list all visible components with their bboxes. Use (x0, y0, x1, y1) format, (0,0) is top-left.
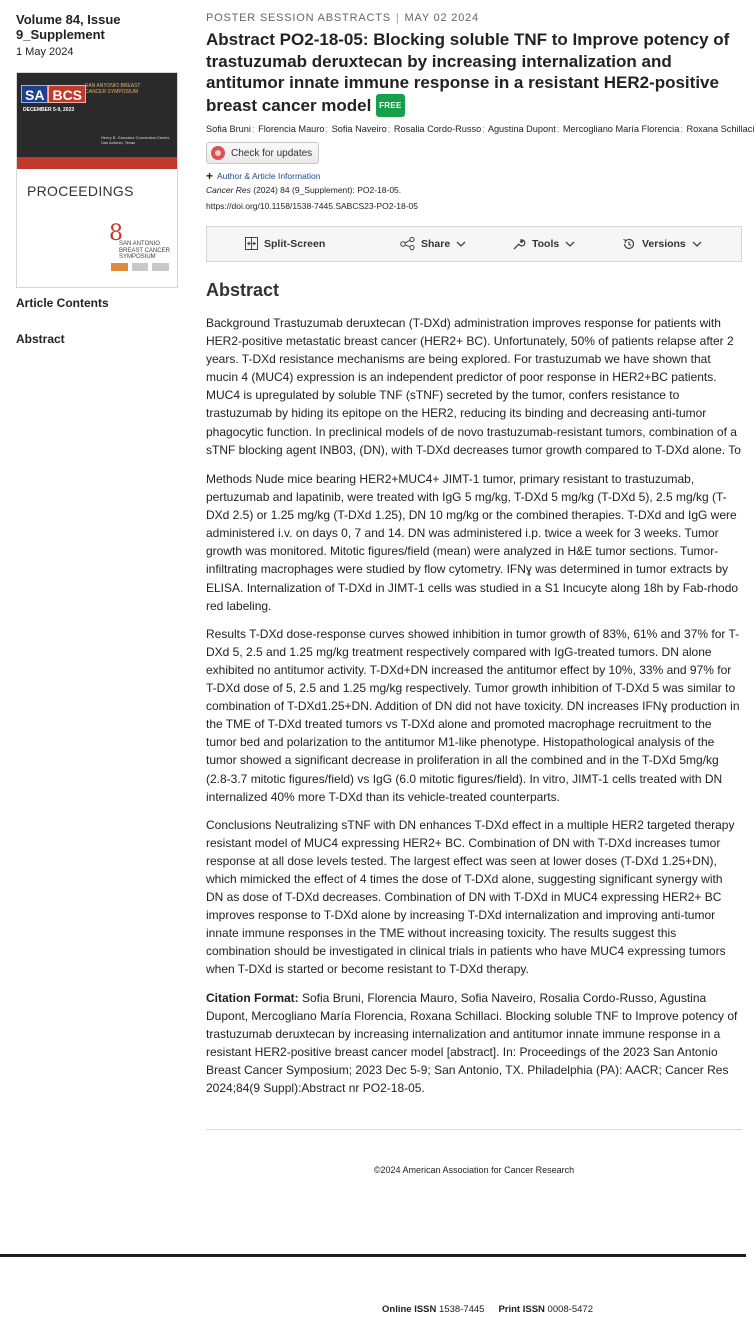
author-info-label: Author & Article Information (217, 171, 321, 181)
author-link[interactable]: Roxana Schillaci (686, 124, 754, 134)
chevron-down-icon (692, 241, 702, 247)
abstract-results: Results T-DXd dose-response curves showed inhibition in tumor growth of 83%, 61% and 37% for T-DXd 5, 2.5 and 1.25 mg/kg treatment respectively compared with IgG-treated tumors. DN alone exhibited no antitumor activity. T-DXd+DN increased the antitumor effect by 10%, 33% and 97% for T-DXd dose of 5, 2.5 and 1.25 mg/kg respectively. Tumor growth inhibition of T-DXd 5 was similar to combination of T-DXd1.25+DN. Addition of DN did not have toxicity. DN increases IFNɣ production in the TME of T-DXd treated tumors vs T-DXd alone and promoted macrophage recruitment to the tumor bed and polarization to the antitumor M1-like phenotype. Histopathological analysis of the tumor showed a significant decrease in proliferation in all the combined and in the T-DXd 5mg/kg (2.8-3.7 mitotic figures/field) vs IgG (6.0 mitotic figures/field). In vitro, JIMT-1 cells treated with DN internalized 40% more T-DXd than its vehicle-treated counterparts. (206, 626, 740, 804)
abstract-conclusions: Conclusions Neutralizing sTNF with DN enhances T-DXd effect in a multiple HER2 targeted therapy resistant model of MUC4 expressing HER2+ BC. Combination of DN with T-DXd increases tumor response at all dose levels tested. The largest effect was seen at lower doses (T-DXd 1.25+DN), which mimicked the effect of 4 times the dose of T-DXd alone, suggesting significant synergy with DN as dose of T-DXd decreases. Combination of DN with T-DXd in MUC4 expressing HER2+ BC improves response to T-DXd alone by increasing T-DXd internalization and improving anti-tumor innate immune responses in the TME without increasing toxicity. The results suggest this combination should be investigated in clinical trials in patients who have MUC4 expressing tumors when T-DXd is started or become resistant to T-DXd therapy. (206, 817, 735, 977)
issue-volume[interactable]: Volume 84, Issue 9_Supplement (16, 12, 121, 42)
wrench-icon (512, 237, 526, 251)
article-kicker: POSTER SESSION ABSTRACTS | MAY 02 2024 (206, 12, 479, 24)
cover-logo-tagline: SAN ANTONIO BREAST CANCER SYMPOSIUM (85, 83, 141, 95)
chevron-down-icon (565, 241, 575, 247)
issn-info (382, 1304, 593, 1315)
crossmark-icon (211, 146, 225, 160)
sponsor-logos (111, 263, 169, 275)
article-toolbar (206, 226, 742, 262)
author-link[interactable]: Sofia Naveiro (331, 124, 387, 134)
free-badge: FREE (376, 94, 405, 118)
issue-date: 1 May 2024 (16, 46, 74, 58)
author-link[interactable]: Agustina Dupont (487, 124, 556, 134)
abstract-background: Background Trastuzumab deruxtecan (T-DXd) administration improves response for patients with HER2-positive metastatic breast cancer (HER2+ BC). Unfortunately, 50% of patients relapse after 2 years. T-DXd resistance mechanisms are being explored. For trastuzumab we have shown that mucin 4 (MUC4) expression is an independent predictor of poor response in HER2+BC patients. MUC4 is upregulated by soluble TNF (sTNF) secreted by the tumor, confers resistance to trastuzumab by hiding its epitope on the HER2, reducing its binding and decreasing anti-tumor phagocytic function. In preclinical models of de novo trastuzumab-resistant tumors, combination of a sTNF blocking agent INB03, (DN), with T-DXd decreases tumor growth compared to T-DXd alone. To (206, 316, 741, 457)
history-icon (622, 237, 636, 251)
online-issn-label: Online ISSN (382, 1304, 437, 1315)
abstract-body (206, 314, 742, 1107)
check-for-updates-button[interactable] (206, 142, 319, 164)
doi-link[interactable]: https://doi.org/10.1158/1538-7445.SABCS23-PO2-18-05 (206, 201, 419, 211)
sidebar-item-abstract[interactable]: Abstract (16, 332, 65, 346)
author-link[interactable]: Rosalia Cordo-Russo (393, 124, 482, 134)
sabcs-mark-text: SAN ANTONIO BREAST CANCER SYMPOSIUM (119, 241, 170, 260)
citation-text: Sofia Bruni, Florencia Mauro, Sofia Naveiro, Rosalia Cordo-Russo, Agustina Dupont, Mercogliano María Florencia, Roxana Schillaci. Blocking soluble TNF to Improve potency of trastuzumab deruxtecan by increasing internalization and antitumor innate immune response in a resistant HER2-positive breast cancer model [abstract]. In: Proceedings of the 2023 San Antonio Breast Cancer Symposium; 2023 Dec 5-9; San Antonio, TX. Philadelphia (PA): AACR; Cancer Res 2024;84(9 Suppl):Abstract nr PO2-18-05. (206, 990, 738, 1095)
article-section[interactable]: POSTER SESSION ABSTRACTS (206, 12, 391, 24)
sabcs-ribbon-icon: 8 (109, 221, 123, 246)
author-list: Sofia Bruni; Florencia Mauro; Sofia Naveiro; Rosalia Cordo-Russo; Agustina Dupont; Mercogliano María Florencia; Roxana Schillaci (206, 124, 754, 134)
plus-icon: + (206, 169, 214, 183)
cover-banner (17, 73, 177, 169)
citation-format (206, 989, 742, 1098)
author-article-info-toggle[interactable] (206, 171, 742, 181)
abstract-heading: Abstract (206, 280, 280, 300)
copyright-notice: ©2024 American Association for Cancer Research (373, 1165, 575, 1175)
share-icon (400, 237, 415, 250)
share-dropdown[interactable]: Share (400, 237, 466, 250)
issue-cover-image[interactable] (16, 72, 178, 288)
abstract-methods: Methods Nude mice bearing HER2+MUC4+ JIMT-1 tumor, primary resistant to trastuzumab, pertuzumab and lapatinib, were treated with IgG 5 mg/kg, T-DXd 5 mg/kg (T-DXd 5), 2.5 mg/kg (T-DXd 2.5) or 1.25 mg/kg (T-DXd 1.25), DN 10 mg/kg or the combined therapies. T-DXd and IgG were administered i.v. on days 0, 7 and 14. DN was administered i.p. twice a week for 3 weeks. Tumor growth was monitored. Mitotic figures/field (mean) were analyzed in H&E tumor sections. Tumor-infiltrating macrophages were studied by flow cytometry. IFNɣ was determined in tumor extracts by ELISA. Internalization of T-DXd in JIMT-1 cells was studied in a S1 Incucyte along 18h by Fab-rhodo red labeling. (206, 472, 739, 613)
check-updates-label: Check for updates (231, 147, 313, 159)
article-date: MAY 02 2024 (404, 12, 479, 24)
content-divider (206, 1129, 742, 1130)
online-issn-value: 1538-7445 (439, 1304, 485, 1315)
issue-sidebar (16, 12, 180, 346)
journal-name: Cancer Res (206, 185, 251, 195)
author-link[interactable]: Sofia Bruni (206, 124, 251, 134)
cover-dates: DECEMBER 5-9, 2023 (23, 107, 75, 113)
cover-proceedings: PROCEEDINGS (27, 183, 134, 199)
author-link[interactable]: Mercogliano María Florencia (562, 124, 680, 134)
sabcs-logo: SA BCS (21, 85, 86, 103)
chevron-down-icon (456, 241, 466, 247)
versions-dropdown[interactable]: Versions (622, 237, 702, 251)
footer-rule (0, 1254, 746, 1257)
article-contents-heading: Article Contents (16, 296, 109, 310)
split-screen-button[interactable]: Split-Screen (245, 237, 325, 250)
print-issn-label: Print ISSN (498, 1304, 545, 1315)
tools-dropdown[interactable]: Tools (512, 237, 575, 251)
citation-label: Citation Format: (206, 990, 299, 1005)
article-title: Abstract PO2-18-05: Blocking soluble TNF to Improve potency of trastuzumab deruxtecan by increasing internalization and antitumor innate immune response in a resistant HER2-positive breast cancer model FREE (206, 29, 742, 117)
author-link[interactable]: Florencia Mauro (258, 124, 325, 134)
print-issn-value: 0008-5472 (547, 1304, 593, 1315)
split-screen-icon (245, 237, 258, 250)
article-main (206, 12, 754, 1095)
cover-venue: Henry B. Gonzalez Convention Center, San Antonio, Texas (101, 135, 170, 145)
journal-citation: Cancer Res (2024) 84 (9_Supplement): PO2-18-05. (206, 185, 402, 195)
cover-stripe (17, 157, 177, 169)
